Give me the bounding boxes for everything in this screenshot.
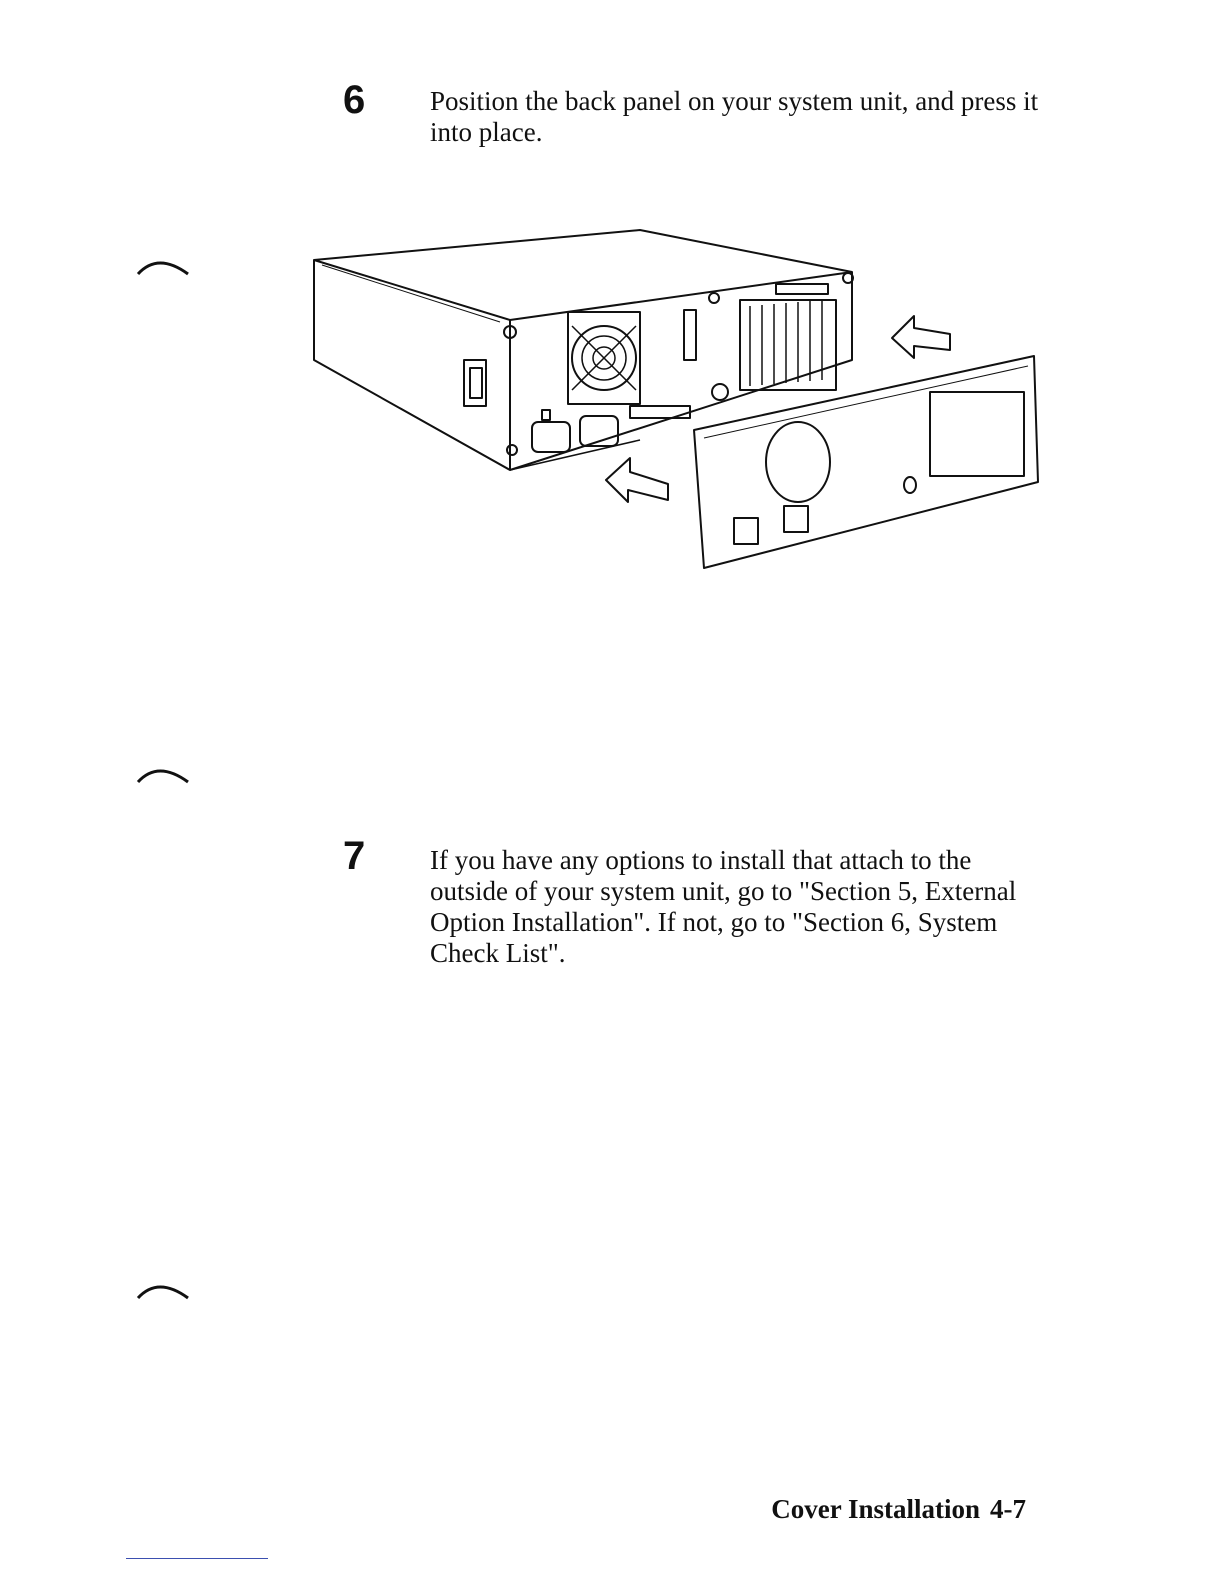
binder-ring-mark-middle: [136, 764, 192, 788]
binder-ring-mark-top: [136, 256, 192, 280]
system-unit-illustration: [300, 220, 1060, 590]
step-instruction: Position the back panel on your system unit, and press it into place.: [430, 86, 1039, 147]
footer-page-number: 4-7: [990, 1494, 1026, 1524]
page-footer: [771, 1494, 1026, 1525]
bottom-rule: [126, 1558, 268, 1559]
step-number: 6: [343, 78, 366, 122]
step-number: 7: [343, 834, 366, 878]
footer-section-title: Cover Installation: [771, 1494, 980, 1524]
step-instruction: If you have any options to install that attach to the outside of your system unit, go to "Section 5, External Option Installation". If not, go to "Section 6, System Check List".: [430, 845, 1017, 968]
binder-ring-mark-bottom: [136, 1280, 192, 1304]
